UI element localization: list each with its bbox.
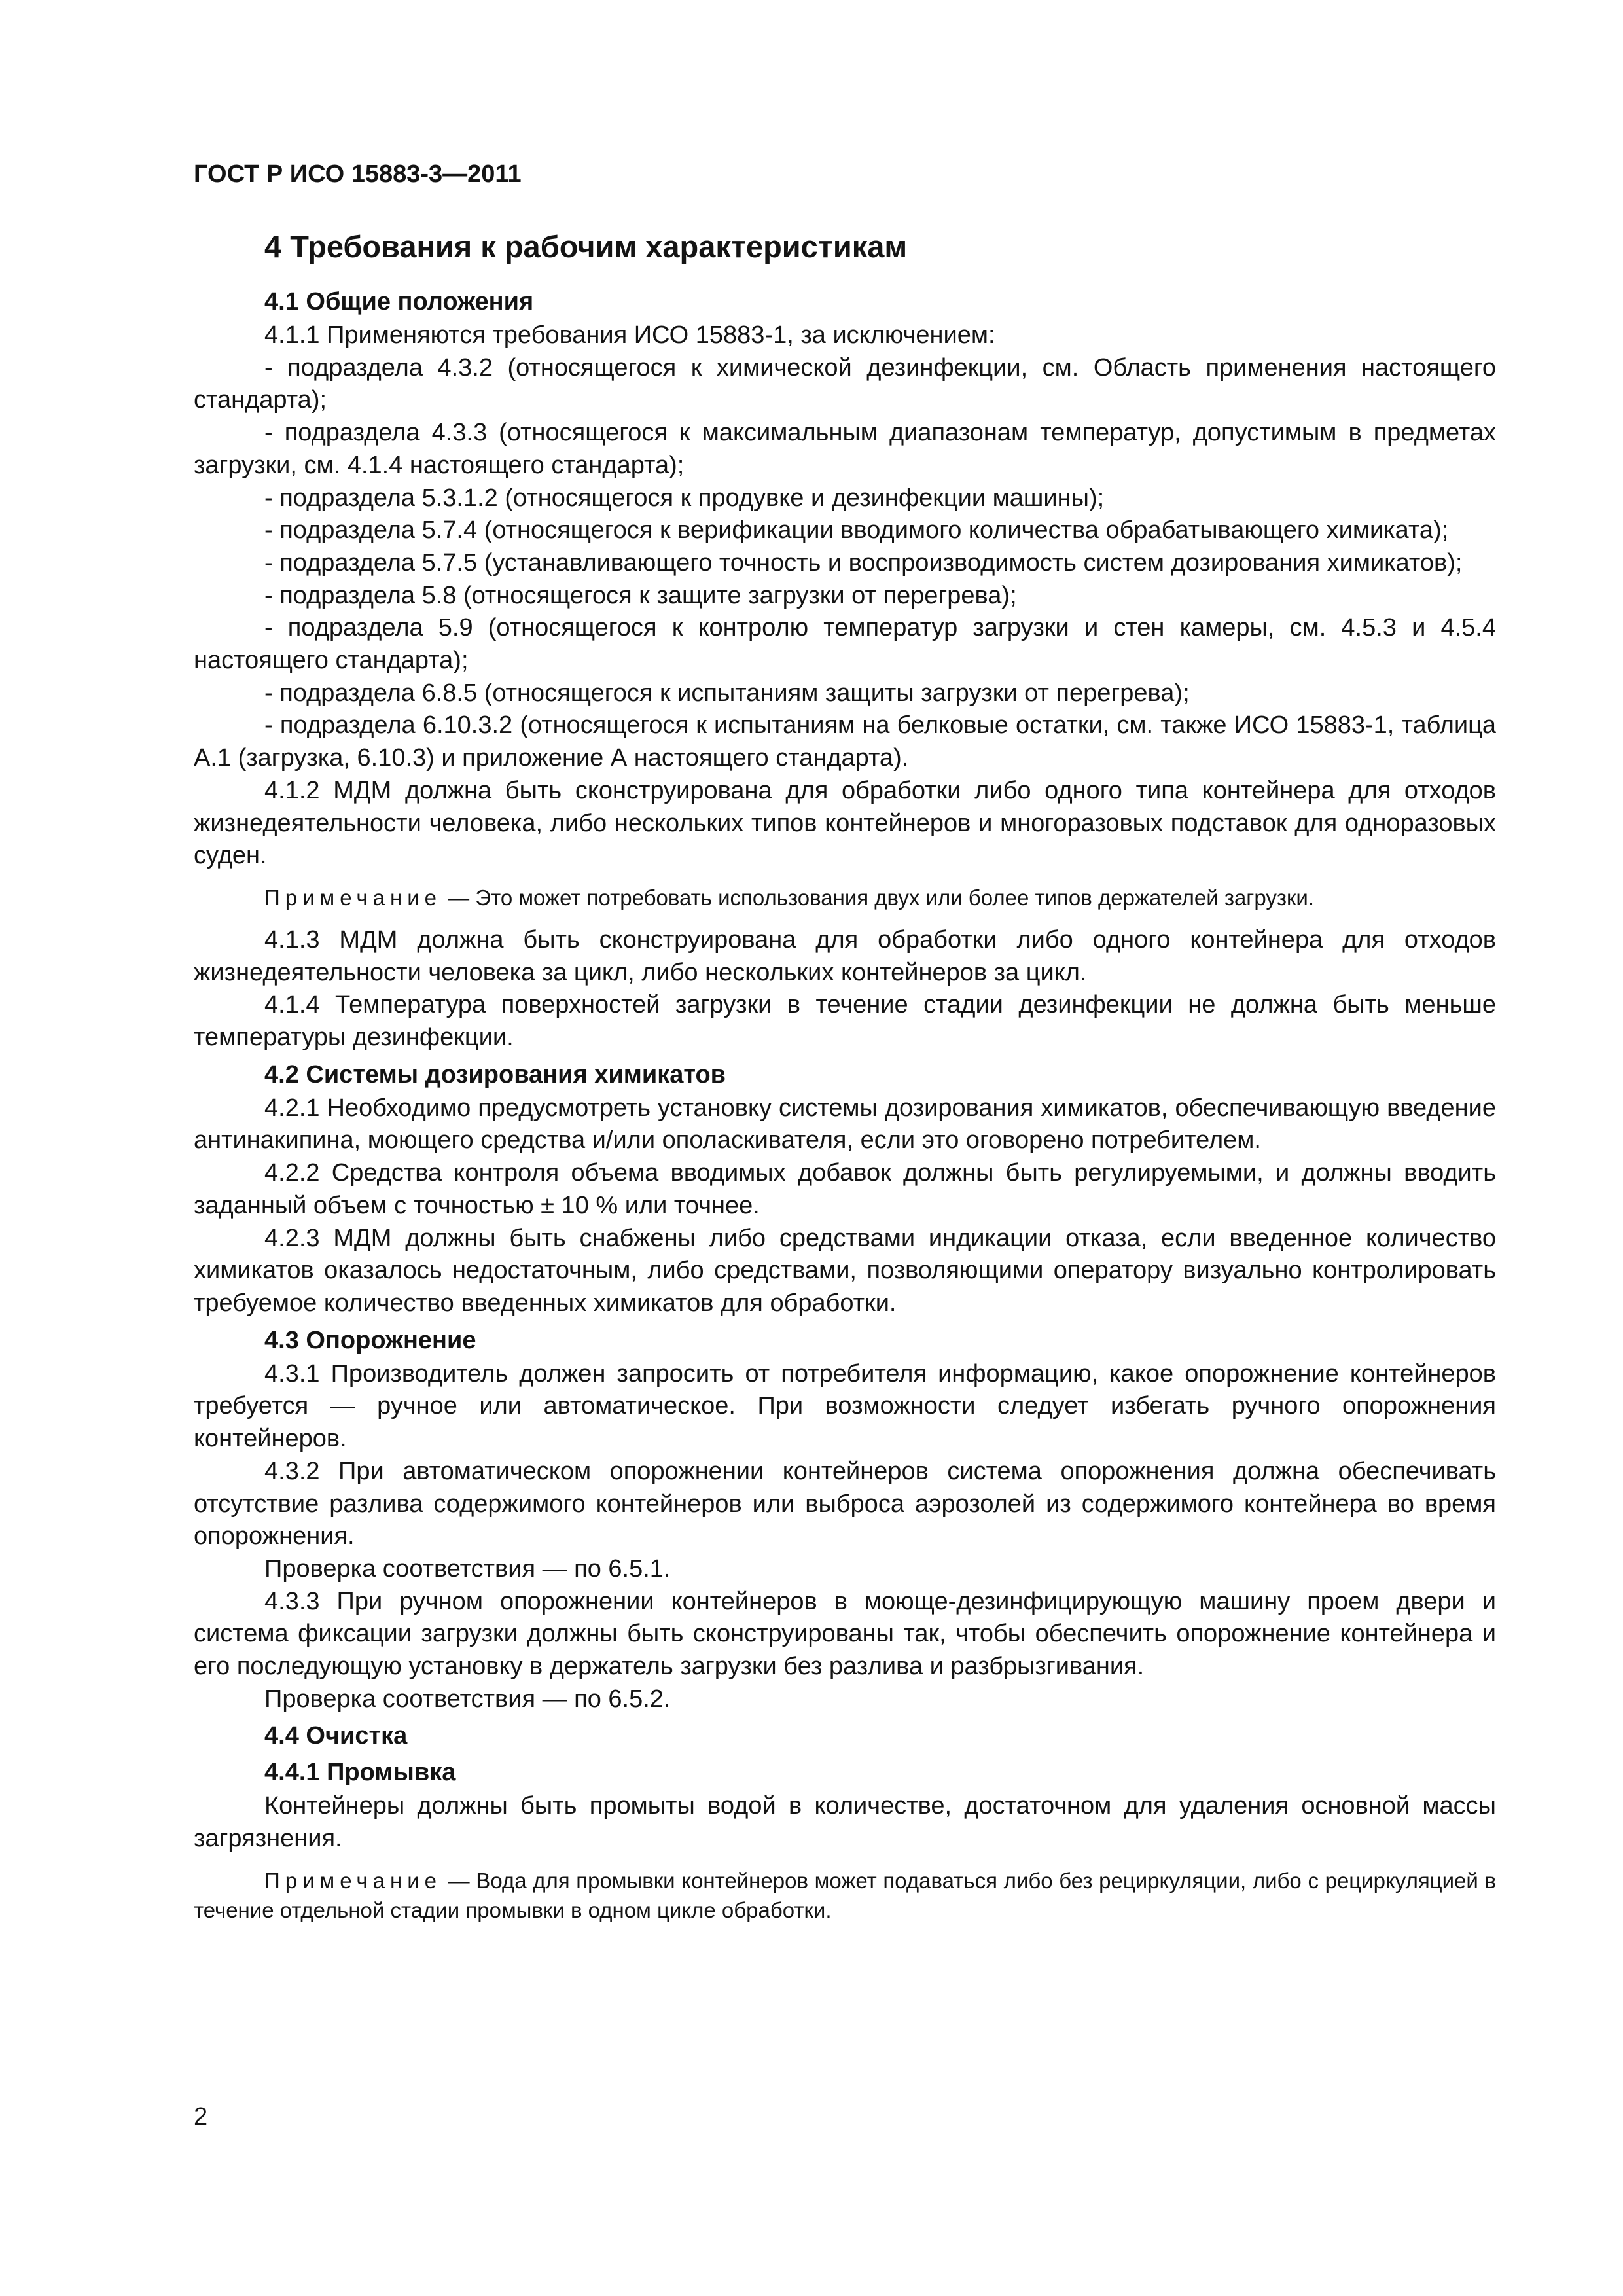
list-item: - подраздела 5.7.5 (устанавливающего точность и воспроизводимость систем дозирования химикатов); [264,548,1463,577]
subsection-heading-4-4-1: 4.4.1 Промывка [264,1759,456,1787]
paragraph-4-3-1: 4.3.1 Производитель должен запросить от потребителя информацию, какое опорожнение контейнеров требуется — ручное или автоматическое. При возможности следует избегать ручного опорожнения контейнеров. [194,1359,1496,1453]
subsection-heading-4-3: 4.3 Опорожнение [264,1326,476,1354]
paragraph-4-2-3: 4.2.3 МДМ должны быть снабжены либо средствами индикации отказа, если введенное количество химикатов оказалось недостаточным, либо средствами, позволяющими оператору визуально контролировать требуемое количество введенных химикатов для обработки. [194,1224,1496,1317]
list-item: - подраздела 5.7.4 (относящегося к верификации вводимого количества обрабатывающего химиката); [264,516,1449,545]
list-item: - подраздела 5.8 (относящегося к защите загрузки от перегрева); [264,581,1017,609]
paragraph-4-3-2: 4.3.2 При автоматическом опорожнении контейнеров система опорожнения должна обеспечивать отсутствие разлива содержимого контейнеров или выброса аэрозолей из содержимого контейнера во время опорожнения. [194,1457,1496,1551]
list-item: - подраздела 4.3.2 (относящегося к химической дезинфекции, см. Область применения настоящего стандарта); [194,353,1496,414]
document-id: ГОСТ Р ИСО 15883-3—2011 [194,160,522,188]
paragraph-4-2-2: 4.2.2 Средства контроля объема вводимых добавок должны быть регулируемыми, и должны вводить заданный объем с точностью ± 10 % или точнее. [194,1159,1496,1219]
note-4-1-2 [194,883,1496,912]
page-number: 2 [194,2103,208,2130]
paragraph-4-1-1: 4.1.1 Применяются требования ИСО 15883-1, за исключением: [264,321,995,349]
compliance-check-4-3-3: Проверка соответствия — по 6.5.2. [264,1685,671,1713]
note-text: — Вода для промывки контейнеров может подаваться либо без рециркуляции, либо с рециркуляцией в течение отдельной стадии промывки в одном цикле обработки. [194,1868,1496,1922]
subsection-heading-4-4: 4.4 Очистка [264,1722,408,1750]
section-title: 4 Требования к рабочим характеристикам [264,229,908,264]
note-label: Примечание [264,885,442,910]
subsection-heading-4-1: 4.1 Общие положения [264,288,534,315]
list-item: - подраздела 6.10.3.2 (относящегося к испытаниям на белковые остатки, см. также ИСО 15883-1, таблица А.1 (загрузка, 6.10.3) и приложение А настоящего стандарта). [194,711,1496,772]
compliance-check-4-3-2: Проверка соответствия — по 6.5.1. [264,1554,671,1583]
paragraph-4-3-3: 4.3.3 При ручном опорожнении контейнеров в моюще-дезинфицирующую машину проем двери и система фиксации загрузки должны быть сконструированы так, чтобы обеспечить опорожнение контейнера и его последующую установку в держатель загрузки без разлива и разбрызгивания. [194,1587,1496,1681]
note-label: Примечание [264,1868,442,1893]
paragraph-4-1-3: 4.1.3 МДМ должна быть сконструирована для обработки либо одного контейнера для отходов жизнедеятельности человека за цикл, либо нескольких контейнеров за цикл. [194,925,1496,986]
paragraph-4-4-1: Контейнеры должны быть промыты водой в количестве, достаточном для удаления основной массы загрязнения. [194,1792,1496,1853]
list-item: - подраздела 5.3.1.2 (относящегося к продувке и дезинфекции машины); [264,484,1105,512]
paragraph-4-1-4: 4.1.4 Температура поверхностей загрузки в течение стадии дезинфекции не должна быть меньше температуры дезинфекции. [194,991,1496,1052]
list-item: - подраздела 5.9 (относящегося к контролю температур загрузки и стен камеры, см. 4.5.3 и 4.5.4 настоящего стандарта); [194,614,1496,675]
list-item: - подраздела 6.8.5 (относящегося к испытаниям защиты загрузки от перегрева); [264,679,1190,707]
document-page [194,158,1496,1937]
list-item: - подраздела 4.3.3 (относящегося к максимальным диапазонам температур, допустимым в предметах загрузки, см. 4.1.4 настоящего стандарта); [194,419,1496,479]
note-4-4-1 [194,1866,1496,1925]
paragraph-4-1-2: 4.1.2 МДМ должна быть сконструирована для обработки либо одного типа контейнера для отходов жизнедеятельности человека, либо нескольких типов контейнеров и многоразовых подставок для одноразовых суден. [194,776,1496,870]
subsection-heading-4-2: 4.2 Системы дозирования химикатов [264,1060,726,1088]
note-text: — Это может потребовать использования двух или более типов держателей загрузки. [442,885,1314,910]
paragraph-4-2-1: 4.2.1 Необходимо предусмотреть установку системы дозирования химикатов, обеспечивающую введение антинакипина, моющего средства и/или ополаскивателя, если это оговорено потребителем. [194,1094,1496,1155]
